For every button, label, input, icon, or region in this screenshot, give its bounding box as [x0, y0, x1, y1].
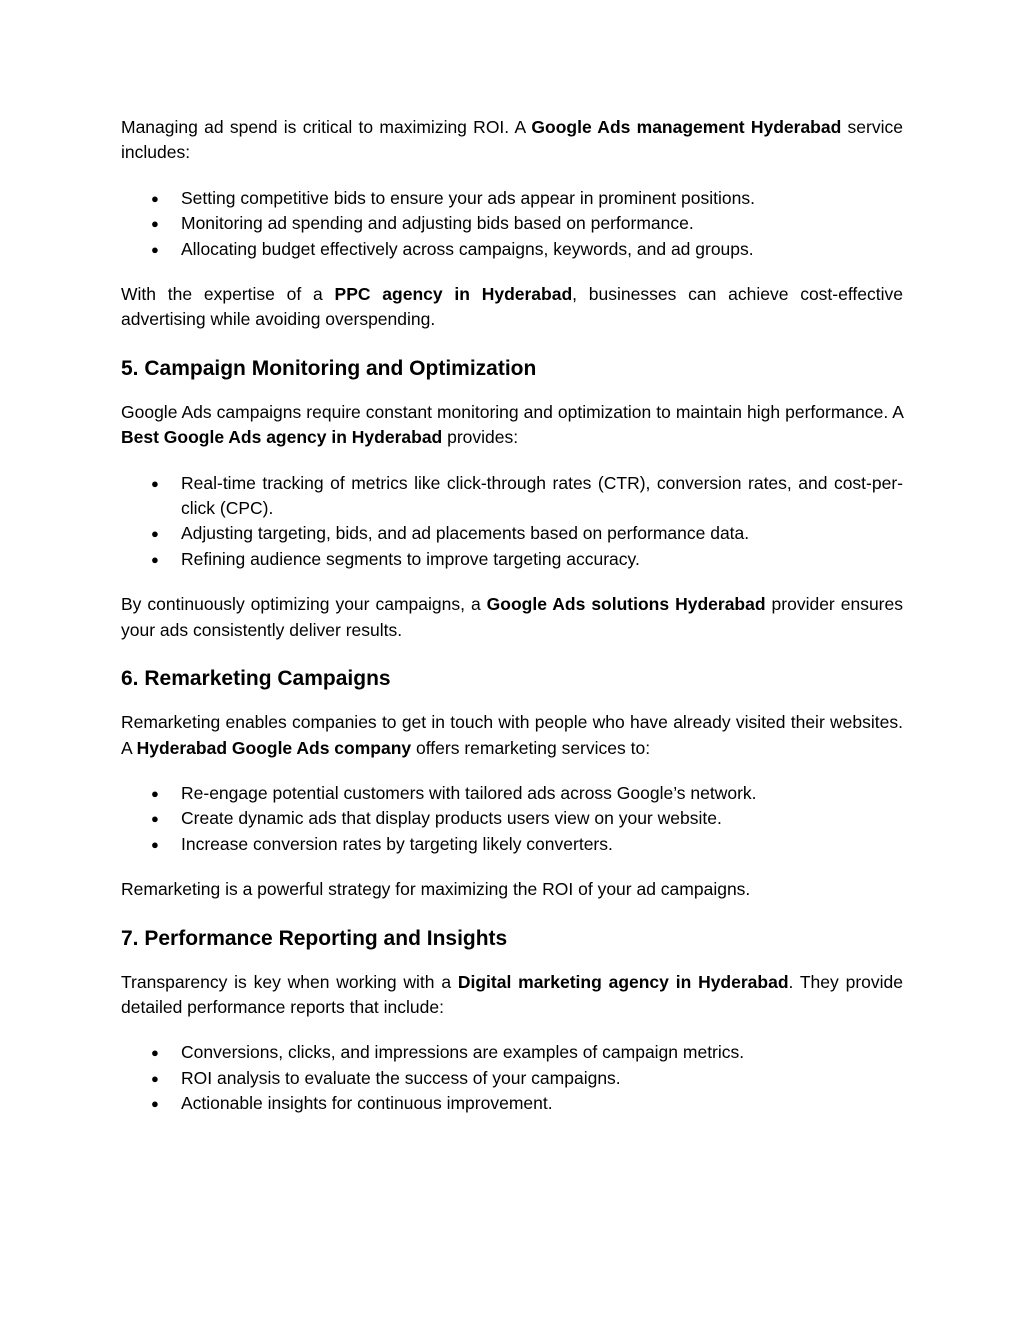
list-item: ● Actionable insights for continuous improvement.	[121, 1091, 903, 1116]
bullet-icon: ●	[151, 785, 159, 801]
bullet-icon: ●	[151, 1096, 159, 1112]
keyword-google-ads-solutions: Google Ads solutions Hyderabad	[486, 594, 766, 615]
list-item: ● ROI analysis to evaluate the success of your campaigns.	[121, 1066, 903, 1091]
bullet-icon: ●	[151, 216, 159, 232]
sec5-bullet-list	[121, 471, 903, 573]
keyword-digital-marketing-agency: Digital marketing agency in Hyderabad	[457, 971, 789, 992]
document-page	[121, 115, 903, 1117]
sec7-bullet-list	[121, 1040, 903, 1116]
bullet-icon: ●	[151, 811, 159, 827]
sec5-intro-paragraph: Google Ads campaigns require constant monitoring and optimization to maintain high performance. A Best Google Ads agency in Hyderabad provides:	[121, 401, 903, 448]
bullet-icon: ●	[151, 475, 159, 491]
list-item: ● Setting competitive bids to ensure your ads appear in prominent positions.	[121, 186, 903, 211]
sec4-intro-paragraph: Managing ad spend is critical to maximizing ROI. A Google Ads management Hyderabad service includes:	[121, 117, 903, 163]
sec4-outro-paragraph: With the expertise of a PPC agency in Hyderabad, businesses can achieve cost-effective advertising while avoiding overspending.	[121, 284, 903, 330]
keyword-google-ads-management: Google Ads management Hyderabad	[531, 117, 842, 137]
list-item: ● Allocating budget effectively across campaigns, keywords, and ad groups.	[121, 237, 903, 262]
bullet-icon: ●	[151, 190, 159, 206]
list-item: ● Refining audience segments to improve targeting accuracy.	[121, 547, 903, 572]
bullet-icon: ●	[151, 241, 159, 257]
bullet-icon: ●	[151, 1070, 159, 1086]
keyword-ppc-agency: PPC agency in Hyderabad	[334, 284, 573, 305]
sec4-bullet-list	[121, 186, 903, 262]
section-heading-5: 5. Campaign Monitoring and Optimization	[121, 356, 537, 380]
bullet-icon: ●	[151, 526, 159, 542]
list-item: ● Adjusting targeting, bids, and ad placements based on performance data.	[121, 521, 903, 546]
bullet-icon: ●	[151, 836, 159, 852]
list-item: ● Create dynamic ads that display products users view on your website.	[121, 806, 903, 831]
sec7-intro-paragraph: Transparency is key when working with a Digital marketing agency in Hyderabad. They provide detailed performance reports that include:	[121, 971, 903, 1017]
sec6-bullet-list	[121, 781, 903, 857]
list-item: ● Conversions, clicks, and impressions are examples of campaign metrics.	[121, 1040, 903, 1065]
list-item: ● Increase conversion rates by targeting likely converters.	[121, 832, 903, 857]
list-item: ● Monitoring ad spending and adjusting bids based on performance.	[121, 211, 903, 236]
section-heading-6: 6. Remarketing Campaigns	[121, 667, 391, 691]
keyword-best-google-ads-agency: Best Google Ads agency in Hyderabad	[121, 427, 443, 448]
keyword-hyderabad-google-ads-company: Hyderabad Google Ads company	[136, 737, 412, 758]
sec6-outro-paragraph: Remarketing is a powerful strategy for maximizing the ROI of your ad campaigns.	[121, 879, 751, 900]
bullet-icon: ●	[151, 551, 159, 567]
section-heading-7: 7. Performance Reporting and Insights	[121, 926, 508, 950]
list-item: ● Real-time tracking of metrics like click-through rates (CTR), conversion rates, and cost-per-click (CPC).	[151, 472, 903, 519]
sec6-intro-paragraph: Remarketing enables companies to get in touch with people who have already visited their websites. A Hyderabad Google Ads company offers remarketing services to:	[121, 712, 903, 758]
bullet-icon: ●	[151, 1045, 159, 1061]
list-item: ● Re-engage potential customers with tailored ads across Google’s network.	[121, 781, 903, 806]
sec5-outro-paragraph: By continuously optimizing your campaigns, a Google Ads solutions Hyderabad provider ensures your ads consistently deliver results.	[121, 594, 903, 640]
